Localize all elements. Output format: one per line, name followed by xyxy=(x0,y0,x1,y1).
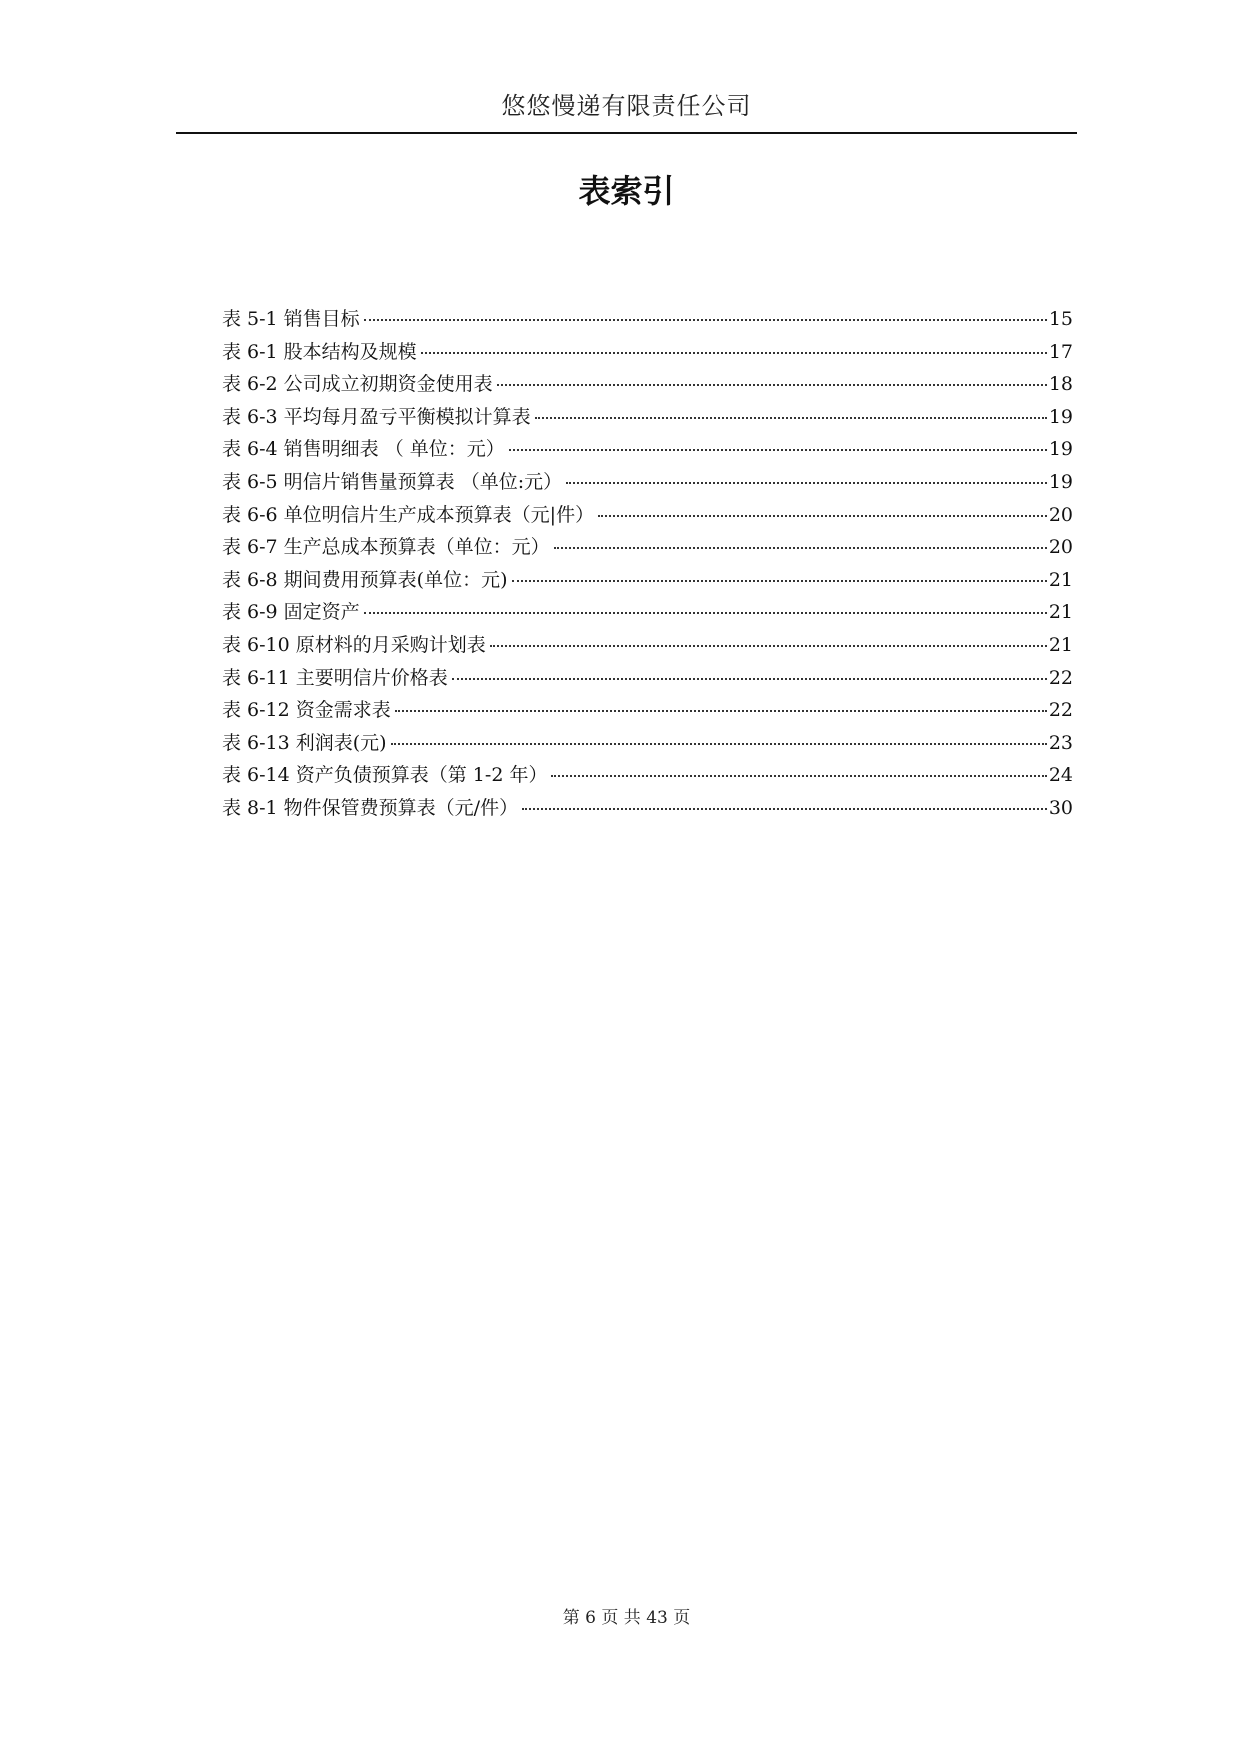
toc-leader-dots xyxy=(364,319,1047,321)
toc-entry-label: 表 6-8 期间费用预算表(单位：元) xyxy=(222,568,508,591)
toc-leader-dots xyxy=(509,449,1047,451)
toc-entry-page: 21 xyxy=(1048,633,1073,656)
toc-entry[interactable] xyxy=(222,467,1073,500)
toc-leader-dots xyxy=(364,612,1047,614)
toc-entry-page: 22 xyxy=(1048,699,1073,722)
toc-entry[interactable] xyxy=(222,500,1073,533)
toc-entry-label: 表 6-5 明信片销售量预算表 （单位:元） xyxy=(222,470,563,493)
toc-entry[interactable] xyxy=(222,337,1073,370)
toc-entry-label: 表 6-6 单位明信片生产成本预算表（元|件） xyxy=(222,503,595,526)
toc-entry-page: 20 xyxy=(1048,536,1073,559)
toc-entry[interactable] xyxy=(222,630,1073,663)
toc-entry-label: 表 6-11 主要明信片价格表 xyxy=(222,666,448,689)
toc-entry[interactable] xyxy=(222,663,1073,696)
toc-entry-page: 20 xyxy=(1048,503,1073,526)
toc-entry-label: 表 6-3 平均每月盈亏平衡模拟计算表 xyxy=(222,405,531,428)
toc-leader-dots xyxy=(452,678,1047,680)
toc-entry[interactable] xyxy=(222,369,1073,402)
toc-entry[interactable] xyxy=(222,565,1073,598)
toc-entry-page: 30 xyxy=(1048,796,1073,819)
toc-entry-label: 表 6-2 公司成立初期资金使用表 xyxy=(222,373,493,396)
toc-entry-page: 17 xyxy=(1048,340,1073,363)
toc-entry[interactable] xyxy=(222,695,1073,728)
toc-entry-page: 18 xyxy=(1048,373,1073,396)
toc-entry-label: 表 6-4 销售明细表 （ 单位：元） xyxy=(222,438,505,461)
toc-entry-page: 22 xyxy=(1048,666,1073,689)
toc-entry-label: 表 6-14 资产负债预算表（第 1-2 年） xyxy=(222,764,548,787)
toc-entry[interactable] xyxy=(222,597,1073,630)
toc-leader-dots xyxy=(512,580,1047,582)
toc-entry-label: 表 6-12 资金需求表 xyxy=(222,699,391,722)
toc-entry-page: 23 xyxy=(1048,731,1073,754)
toc-entry-label: 表 6-13 利润表(元) xyxy=(222,731,387,754)
toc-leader-dots xyxy=(551,775,1046,777)
toc-entry[interactable] xyxy=(222,760,1073,793)
toc-leader-dots xyxy=(391,743,1047,745)
toc-leader-dots xyxy=(395,710,1047,712)
toc-leader-dots xyxy=(566,482,1047,484)
toc-entry-page: 21 xyxy=(1048,601,1073,624)
toc-entry-page: 19 xyxy=(1048,438,1073,461)
toc-entry-page: 21 xyxy=(1048,568,1073,591)
toc-leader-dots xyxy=(535,417,1047,419)
toc-entry[interactable] xyxy=(222,434,1073,467)
toc-leader-dots xyxy=(598,515,1047,517)
toc-entry[interactable] xyxy=(222,402,1073,435)
toc-entry-label: 表 8-1 物件保管费预算表（元/件） xyxy=(222,796,519,819)
page-title: 表索引 xyxy=(578,172,675,210)
page-header: 悠悠慢递有限责任公司 xyxy=(501,92,752,120)
toc-entry-label: 表 6-7 生产总成本预算表（单位：元） xyxy=(222,536,550,559)
toc-entry-label: 表 6-9 固定资产 xyxy=(222,601,360,624)
toc-entry-page: 15 xyxy=(1048,308,1073,330)
table-index-list xyxy=(222,304,1073,826)
toc-leader-dots xyxy=(554,547,1047,549)
toc-entry-label: 表 6-1 股本结构及规模 xyxy=(222,340,417,363)
page-footer: 第 6 页 共 43 页 xyxy=(562,1608,691,1628)
toc-leader-dots xyxy=(490,645,1047,647)
toc-leader-dots xyxy=(497,384,1047,386)
toc-entry-label: 表 5-1 销售目标 xyxy=(222,308,360,330)
toc-entry[interactable] xyxy=(222,304,1073,337)
toc-entry[interactable] xyxy=(222,728,1073,761)
toc-entry-page: 19 xyxy=(1048,470,1073,493)
toc-entry-label: 表 6-10 原材料的月采购计划表 xyxy=(222,633,486,656)
toc-entry[interactable] xyxy=(222,532,1073,565)
toc-entry-page: 24 xyxy=(1048,764,1073,787)
toc-leader-dots xyxy=(522,808,1047,810)
toc-entry-page: 19 xyxy=(1048,405,1073,428)
toc-leader-dots xyxy=(421,352,1047,354)
header-divider xyxy=(176,132,1077,134)
toc-entry[interactable] xyxy=(222,793,1073,826)
